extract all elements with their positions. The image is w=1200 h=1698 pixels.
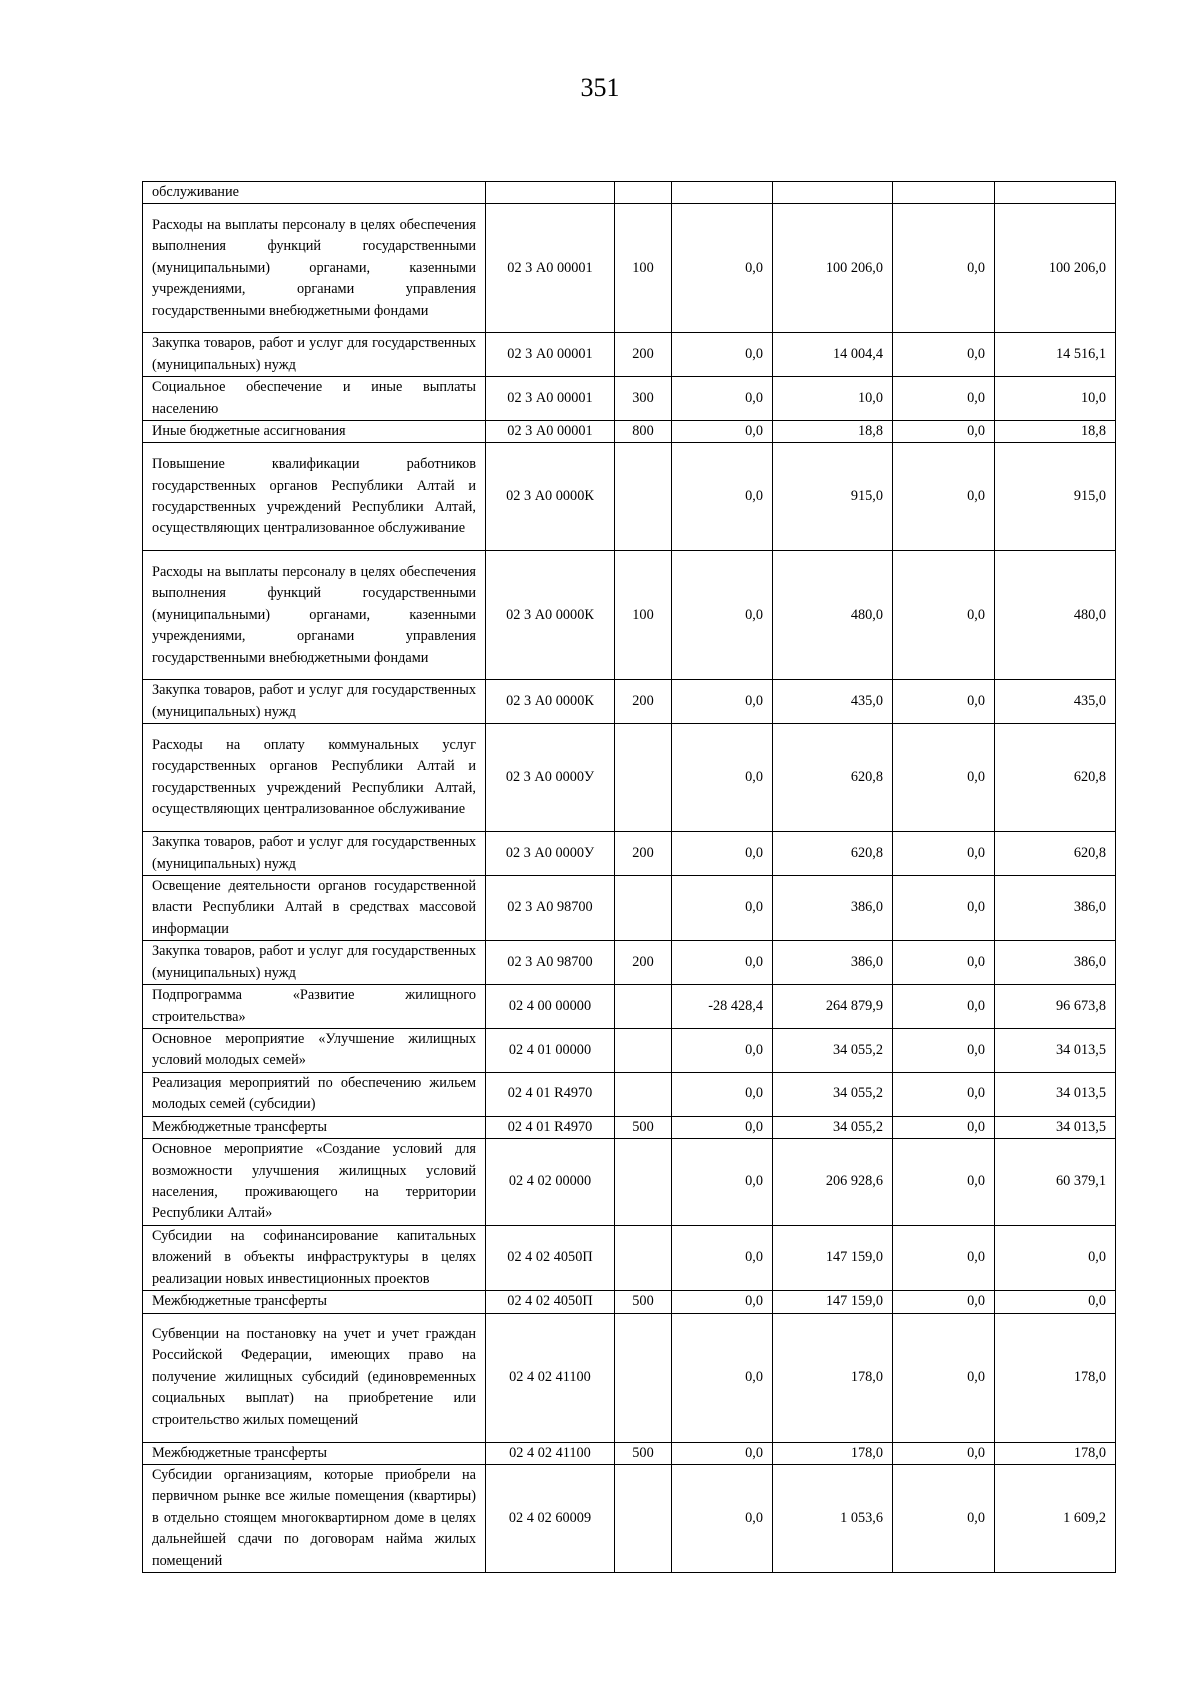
amount-col-4: 915,0: [995, 443, 1116, 551]
amount-col-1: 0,0: [672, 876, 773, 941]
expense-type-code: 200: [615, 680, 672, 724]
amount-col-1: -28 428,4: [672, 985, 773, 1029]
target-article-code: 02 3 А0 98700: [486, 941, 615, 985]
expense-name: Освещение деятельности органов государственной власти Республики Алтай в средствах массовой информации: [143, 876, 486, 941]
amount-col-2: 34 055,2: [773, 1116, 893, 1138]
amount-col-3: 0,0: [893, 724, 995, 832]
amount-col-3: 0,0: [893, 377, 995, 421]
amount-col-4: 100 206,0: [995, 204, 1116, 333]
amount-col-2: 206 928,6: [773, 1138, 893, 1225]
expense-type-code: [615, 1464, 672, 1572]
amount-col-1: 0,0: [672, 204, 773, 333]
amount-col-2: 1 053,6: [773, 1464, 893, 1572]
table-row: [143, 204, 1116, 333]
amount-col-4: 0,0: [995, 1291, 1116, 1313]
expense-type-code: 300: [615, 377, 672, 421]
expense-type-code: [615, 182, 672, 204]
amount-col-2: 620,8: [773, 832, 893, 876]
amount-col-2: 18,8: [773, 421, 893, 443]
table-row: [143, 680, 1116, 724]
amount-col-4: 14 516,1: [995, 333, 1116, 377]
amount-col-4: 0,0: [995, 1225, 1116, 1290]
amount-col-3: 0,0: [893, 876, 995, 941]
amount-col-2: 178,0: [773, 1313, 893, 1442]
expense-name: Закупка товаров, работ и услуг для государственных (муниципальных) нужд: [143, 832, 486, 876]
table-row: [143, 1464, 1116, 1572]
amount-col-1: 0,0: [672, 1225, 773, 1290]
expense-name: Расходы на выплаты персоналу в целях обеспечения выполнения функций государственными (муниципальными) органами, казенными учреждениями, органами управления государственными внебюджетными фондами: [143, 551, 486, 680]
expense-type-code: 100: [615, 204, 672, 333]
amount-col-3: 0,0: [893, 1138, 995, 1225]
expense-name: Межбюджетные трансферты: [143, 1116, 486, 1138]
target-article-code: 02 4 02 4050П: [486, 1225, 615, 1290]
amount-col-1: [672, 182, 773, 204]
amount-col-4: 34 013,5: [995, 1072, 1116, 1116]
target-article-code: 02 4 01 00000: [486, 1028, 615, 1072]
table-row: [143, 333, 1116, 377]
amount-col-1: 0,0: [672, 1442, 773, 1464]
expense-type-code: 200: [615, 832, 672, 876]
amount-col-4: 18,8: [995, 421, 1116, 443]
amount-col-1: 0,0: [672, 1116, 773, 1138]
amount-col-2: 147 159,0: [773, 1225, 893, 1290]
table-row: [143, 1225, 1116, 1290]
amount-col-3: 0,0: [893, 204, 995, 333]
expense-type-code: [615, 985, 672, 1029]
amount-col-1: 0,0: [672, 1291, 773, 1313]
amount-col-2: 34 055,2: [773, 1072, 893, 1116]
expense-name: Расходы на выплаты персоналу в целях обеспечения выполнения функций государственными (муниципальными) органами, казенными учреждениями, органами управления государственными внебюджетными фондами: [143, 204, 486, 333]
expense-type-code: [615, 1028, 672, 1072]
amount-col-4: 60 379,1: [995, 1138, 1116, 1225]
amount-col-2: 264 879,9: [773, 985, 893, 1029]
amount-col-1: 0,0: [672, 1028, 773, 1072]
table-row: [143, 832, 1116, 876]
amount-col-2: 178,0: [773, 1442, 893, 1464]
amount-col-4: 386,0: [995, 941, 1116, 985]
expense-name: Социальное обеспечение и иные выплаты населению: [143, 377, 486, 421]
target-article-code: 02 3 А0 98700: [486, 876, 615, 941]
target-article-code: 02 3 А0 00001: [486, 421, 615, 443]
expense-name: Основное мероприятие «Улучшение жилищных условий молодых семей»: [143, 1028, 486, 1072]
expense-name: Закупка товаров, работ и услуг для государственных (муниципальных) нужд: [143, 941, 486, 985]
expense-type-code: 200: [615, 941, 672, 985]
amount-col-3: 0,0: [893, 551, 995, 680]
expense-name: Субсидии организациям, которые приобрели на первичном рынке все жилые помещения (квартиры) в отдельно стоящем многоквартирном доме в целях дальнейшей сдачи по договорам найма жилых помещений: [143, 1464, 486, 1572]
amount-col-3: 0,0: [893, 680, 995, 724]
amount-col-4: 620,8: [995, 832, 1116, 876]
expense-type-code: [615, 1225, 672, 1290]
amount-col-1: 0,0: [672, 443, 773, 551]
amount-col-3: 0,0: [893, 1291, 995, 1313]
amount-col-3: 0,0: [893, 1313, 995, 1442]
amount-col-4: 435,0: [995, 680, 1116, 724]
expense-name: Повышение квалификации работников государственных органов Республики Алтай и государственных учреждений Республики Алтай, осуществляющих централизованное обслуживание: [143, 443, 486, 551]
amount-col-3: 0,0: [893, 985, 995, 1029]
expense-name: Субвенции на постановку на учет и учет граждан Российской Федерации, имеющих право на получение жилищных субсидий (единовременных социальных выплат) на приобретение или строительство жилых помещений: [143, 1313, 486, 1442]
amount-col-2: 620,8: [773, 724, 893, 832]
amount-col-2: 10,0: [773, 377, 893, 421]
expense-name: Субсидии на софинансирование капитальных вложений в объекты инфраструктуры в целях реализации новых инвестиционных проектов: [143, 1225, 486, 1290]
expense-type-code: [615, 876, 672, 941]
target-article-code: 02 4 01 R4970: [486, 1116, 615, 1138]
amount-col-4: 34 013,5: [995, 1116, 1116, 1138]
amount-col-3: 0,0: [893, 832, 995, 876]
amount-col-2: 34 055,2: [773, 1028, 893, 1072]
target-article-code: 02 4 00 00000: [486, 985, 615, 1029]
expense-type-code: [615, 1138, 672, 1225]
expense-type-code: 500: [615, 1291, 672, 1313]
target-article-code: 02 4 02 00000: [486, 1138, 615, 1225]
target-article-code: 02 4 02 41100: [486, 1313, 615, 1442]
table-row: [143, 1138, 1116, 1225]
amount-col-2: 435,0: [773, 680, 893, 724]
target-article-code: 02 4 02 41100: [486, 1442, 615, 1464]
amount-col-1: 0,0: [672, 377, 773, 421]
amount-col-4: 10,0: [995, 377, 1116, 421]
amount-col-1: 0,0: [672, 333, 773, 377]
amount-col-1: 0,0: [672, 1138, 773, 1225]
amount-col-4: 34 013,5: [995, 1028, 1116, 1072]
expense-name: Подпрограмма «Развитие жилищного строительства»: [143, 985, 486, 1029]
amount-col-3: 0,0: [893, 1028, 995, 1072]
target-article-code: 02 4 02 60009: [486, 1464, 615, 1572]
amount-col-1: 0,0: [672, 832, 773, 876]
amount-col-4: 386,0: [995, 876, 1116, 941]
amount-col-4: 178,0: [995, 1313, 1116, 1442]
target-article-code: 02 3 А0 0000К: [486, 443, 615, 551]
amount-col-2: 480,0: [773, 551, 893, 680]
amount-col-2: 386,0: [773, 876, 893, 941]
target-article-code: 02 3 А0 00001: [486, 204, 615, 333]
table-row: [143, 1291, 1116, 1313]
budget-table: [142, 181, 1116, 1573]
expense-name: Закупка товаров, работ и услуг для государственных (муниципальных) нужд: [143, 680, 486, 724]
amount-col-2: 147 159,0: [773, 1291, 893, 1313]
amount-col-3: 0,0: [893, 333, 995, 377]
expense-type-code: 100: [615, 551, 672, 680]
table-row: [143, 1116, 1116, 1138]
target-article-code: 02 3 А0 0000У: [486, 832, 615, 876]
amount-col-2: 915,0: [773, 443, 893, 551]
amount-col-3: 0,0: [893, 941, 995, 985]
amount-col-3: 0,0: [893, 1225, 995, 1290]
amount-col-2: 14 004,4: [773, 333, 893, 377]
amount-col-2: 100 206,0: [773, 204, 893, 333]
table-row: [143, 443, 1116, 551]
target-article-code: 02 3 А0 0000К: [486, 551, 615, 680]
page-number: 351: [580, 73, 620, 102]
table-row: [143, 1072, 1116, 1116]
expense-type-code: [615, 443, 672, 551]
amount-col-1: 0,0: [672, 551, 773, 680]
amount-col-3: 0,0: [893, 1442, 995, 1464]
expense-name: Закупка товаров, работ и услуг для государственных (муниципальных) нужд: [143, 333, 486, 377]
amount-col-3: [893, 182, 995, 204]
expense-type-code: 800: [615, 421, 672, 443]
amount-col-1: 0,0: [672, 421, 773, 443]
amount-col-2: [773, 182, 893, 204]
table-row: [143, 421, 1116, 443]
table-row: [143, 182, 1116, 204]
expense-type-code: 500: [615, 1116, 672, 1138]
table-row: [143, 876, 1116, 941]
expense-type-code: [615, 724, 672, 832]
amount-col-1: 0,0: [672, 1464, 773, 1572]
expense-name: обслуживание: [143, 182, 486, 204]
table-row: [143, 377, 1116, 421]
amount-col-1: 0,0: [672, 680, 773, 724]
target-article-code: 02 4 02 4050П: [486, 1291, 615, 1313]
expense-name: Расходы на оплату коммунальных услуг государственных органов Республики Алтай и государственных учреждений Республики Алтай, осуществляющих централизованное обслуживание: [143, 724, 486, 832]
amount-col-4: 96 673,8: [995, 985, 1116, 1029]
amount-col-4: 178,0: [995, 1442, 1116, 1464]
target-article-code: 02 3 А0 0000К: [486, 680, 615, 724]
target-article-code: 02 3 А0 00001: [486, 333, 615, 377]
amount-col-3: 0,0: [893, 443, 995, 551]
table-row: [143, 724, 1116, 832]
table-row: [143, 985, 1116, 1029]
expense-type-code: [615, 1313, 672, 1442]
expense-name: Иные бюджетные ассигнования: [143, 421, 486, 443]
amount-col-3: 0,0: [893, 1072, 995, 1116]
table-row: [143, 551, 1116, 680]
amount-col-3: 0,0: [893, 1116, 995, 1138]
expense-type-code: 500: [615, 1442, 672, 1464]
target-article-code: 02 3 А0 0000У: [486, 724, 615, 832]
amount-col-1: 0,0: [672, 724, 773, 832]
amount-col-4: 480,0: [995, 551, 1116, 680]
amount-col-4: 620,8: [995, 724, 1116, 832]
expense-name: Межбюджетные трансферты: [143, 1291, 486, 1313]
amount-col-3: 0,0: [893, 421, 995, 443]
amount-col-3: 0,0: [893, 1464, 995, 1572]
amount-col-2: 386,0: [773, 941, 893, 985]
amount-col-1: 0,0: [672, 1313, 773, 1442]
table-row: [143, 1028, 1116, 1072]
target-article-code: 02 3 А0 00001: [486, 377, 615, 421]
target-article-code: [486, 182, 615, 204]
target-article-code: 02 4 01 R4970: [486, 1072, 615, 1116]
amount-col-1: 0,0: [672, 941, 773, 985]
table-row: [143, 1442, 1116, 1464]
amount-col-4: 1 609,2: [995, 1464, 1116, 1572]
expense-type-code: [615, 1072, 672, 1116]
expense-name: Реализация мероприятий по обеспечению жильем молодых семей (субсидии): [143, 1072, 486, 1116]
table-row: [143, 941, 1116, 985]
expense-name: Межбюджетные трансферты: [143, 1442, 486, 1464]
expense-type-code: 200: [615, 333, 672, 377]
amount-col-4: [995, 182, 1116, 204]
table-row: [143, 1313, 1116, 1442]
table-body: [143, 182, 1116, 1573]
amount-col-1: 0,0: [672, 1072, 773, 1116]
expense-name: Основное мероприятие «Создание условий для возможности улучшения жилищных условий населения, проживающего на территории Республики Алтай»: [143, 1138, 486, 1225]
